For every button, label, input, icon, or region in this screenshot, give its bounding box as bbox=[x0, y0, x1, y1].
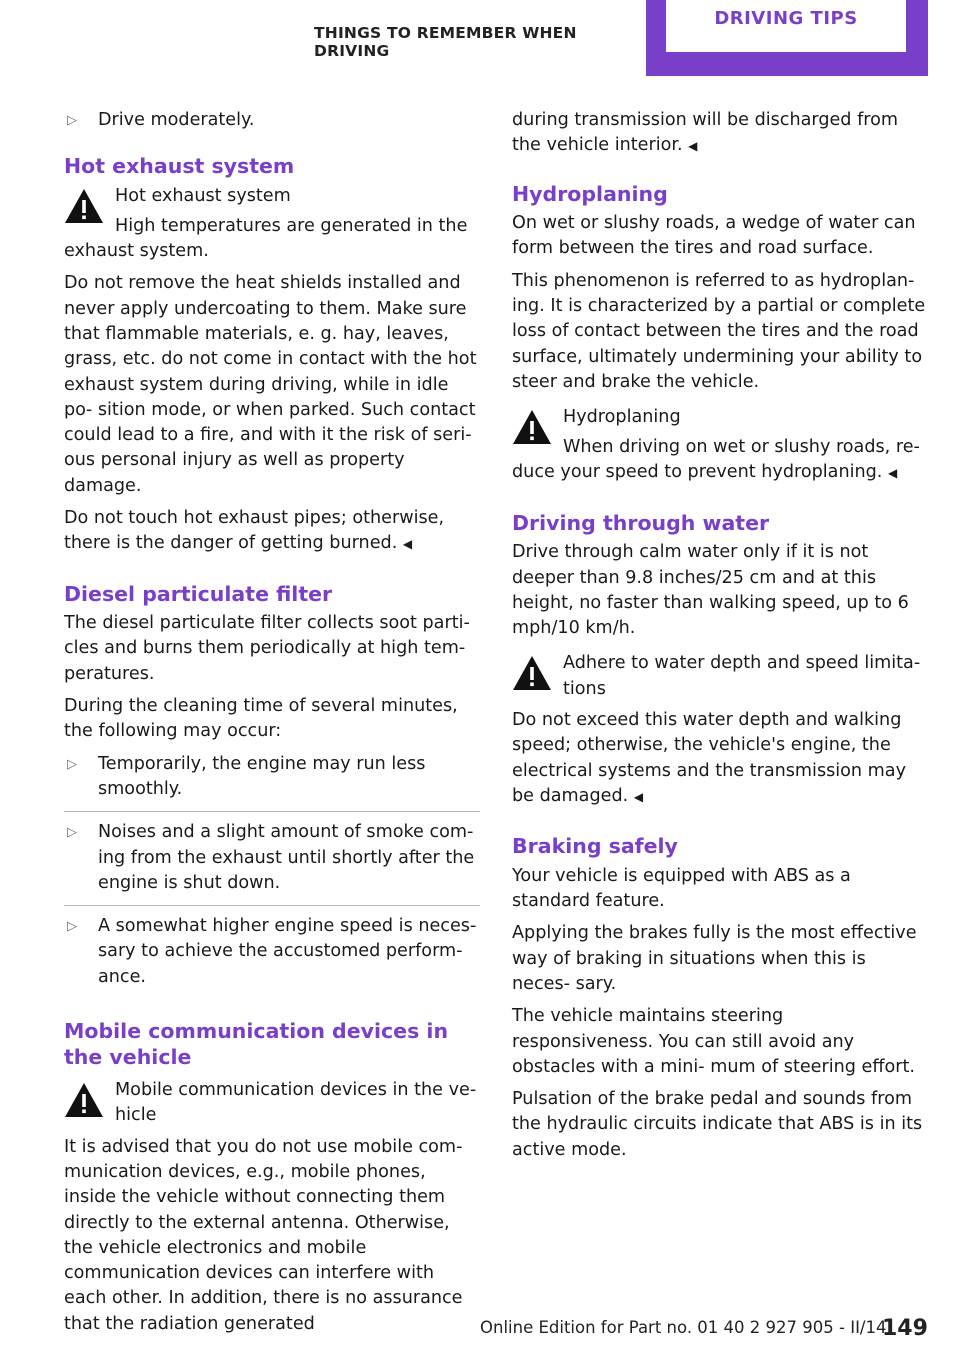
warning-box bbox=[64, 184, 480, 228]
left-column bbox=[64, 108, 480, 1344]
chapter-tab bbox=[646, 0, 928, 76]
list-item bbox=[64, 914, 480, 999]
end-mark-icon: ◀ bbox=[688, 139, 698, 154]
right-column bbox=[512, 108, 928, 1170]
bullet-triangle-icon: ▷ bbox=[67, 825, 77, 841]
warning-box bbox=[512, 651, 928, 702]
paragraph: Do not exceed this water depth and walking speed; otherwise, the vehicle's engine, the electrical systems and the transmission may be damaged. ◀ bbox=[512, 710, 907, 806]
heading-braking-safely: Braking safely bbox=[512, 834, 678, 859]
list-item bbox=[64, 752, 480, 813]
paragraph: Your vehicle is equipped with ABS as a standard feature. bbox=[512, 865, 851, 912]
footer-edition: Online Edition for Part no. 01 40 2 927 905 - II/14 bbox=[480, 1318, 887, 1337]
warning-text: When driving on wet or slushy roads, re‐ duce your speed to prevent hydroplaning. ◀ bbox=[512, 437, 920, 483]
paragraph: It is advised that you do not use mobile com‐ munication devices, e.g., mobile phones, inside the vehicle without connecting them directly to the external antenna. Otherwise, the vehicle electronics and mobile communication devices can interfere with each other. In addition, there is no assurance that the radiation generated bbox=[64, 1136, 463, 1334]
section-title: THINGS TO REMEMBER WHEN DRIVING bbox=[314, 24, 577, 60]
heading-hydroplaning: Hydroplaning bbox=[512, 181, 668, 206]
warning-triangle-icon bbox=[512, 409, 552, 445]
list-item-text: Noises and a slight amount of smoke com‐ ing from the exhaust until shortly after the engine is shut down. bbox=[98, 822, 475, 893]
warning-title: Adhere to water depth and speed limita‐ tions bbox=[563, 653, 921, 699]
warning-title: Hydroplaning bbox=[563, 407, 681, 428]
paragraph: During the cleaning time of several minutes, the following may occur: bbox=[64, 696, 458, 742]
bullet-triangle-icon: ▷ bbox=[67, 756, 77, 772]
paragraph: Do not remove the heat shields installed and never apply undercoating to them. Make sure that flammable materials, e. g. hay, leaves, grass, etc. do not come in contact with the hot exhaust system during driving, while in idle po‐ sition mode, or when parked. Such contact could lead to a fire, and with it the risk of seri‐ ous personal injury as well as property damage. bbox=[64, 273, 477, 496]
paragraph: Do not touch hot exhaust pipes; otherwise, there is the danger of getting burned. ◀ bbox=[64, 508, 445, 554]
bullet-triangle-icon: ▷ bbox=[67, 919, 77, 935]
list-item bbox=[64, 108, 480, 142]
chapter-tab-label: DRIVING TIPS bbox=[714, 8, 858, 29]
paragraph: Drive through calm water only if it is not deeper than 9.8 inches/25 cm and at this height, no faster than walking speed, up to 6 mph/10 km/h. bbox=[512, 542, 909, 639]
heading-diesel-filter: Diesel particulate filter bbox=[64, 581, 333, 606]
warning-triangle-icon bbox=[512, 655, 552, 691]
heading-hot-exhaust: Hot exhaust system bbox=[64, 154, 295, 179]
paragraph: during transmission will be discharged from the vehicle interior. ◀ bbox=[512, 110, 899, 156]
end-mark-icon: ◀ bbox=[402, 537, 413, 552]
paragraph: The diesel particulate filter collects soot parti‐ cles and burns them periodically at high tem‐ peratures. bbox=[64, 613, 470, 684]
paragraph: This phenomenon is referred to as hydroplan‐ ing. It is characterized by a partial or complete loss of contact between the tires and the road surface, ultimately undermining your ability to steer and brake the vehicle. bbox=[512, 270, 926, 392]
heading-mobile-devices: Mobile communication devices in the vehicle bbox=[64, 1019, 449, 1069]
paragraph: The vehicle maintains steering responsiveness. You can still avoid any obstacles with a mini‐ mum of steering effort. bbox=[512, 1006, 915, 1077]
paragraph: Pulsation of the brake pedal and sounds from the hydraulic circuits indicate that ABS is in its active mode. bbox=[512, 1089, 923, 1160]
page-number: 149 bbox=[882, 1316, 928, 1341]
paragraph: Applying the brakes fully is the most effective way of braking in situations when this is neces‐ sary. bbox=[512, 923, 917, 994]
heading-driving-through-water: Driving through water bbox=[512, 510, 770, 535]
list-item-text: Drive moderately. bbox=[98, 110, 255, 130]
list-item-text: Temporarily, the engine may run less smoothly. bbox=[98, 753, 426, 799]
warning-text: High temperatures are generated in the exhaust system. bbox=[64, 215, 468, 262]
end-mark-icon: ◀ bbox=[888, 466, 898, 481]
warning-box bbox=[64, 1078, 480, 1129]
list-item-text: A somewhat higher engine speed is neces‐ sary to achieve the accustomed perform‐ ance. bbox=[98, 916, 477, 987]
warning-box bbox=[512, 405, 928, 449]
end-mark-icon: ◀ bbox=[633, 789, 644, 804]
warning-triangle-icon bbox=[64, 1082, 104, 1118]
paragraph: On wet or slushy roads, a wedge of water can form between the tires and road surface. bbox=[512, 213, 916, 259]
bullet-triangle-icon: ▷ bbox=[67, 113, 77, 128]
warning-title: Hot exhaust system bbox=[115, 185, 291, 206]
warning-triangle-icon bbox=[64, 188, 104, 224]
list-item bbox=[64, 820, 480, 906]
warning-title: Mobile communication devices in the ve‐ hicle bbox=[115, 1080, 477, 1126]
